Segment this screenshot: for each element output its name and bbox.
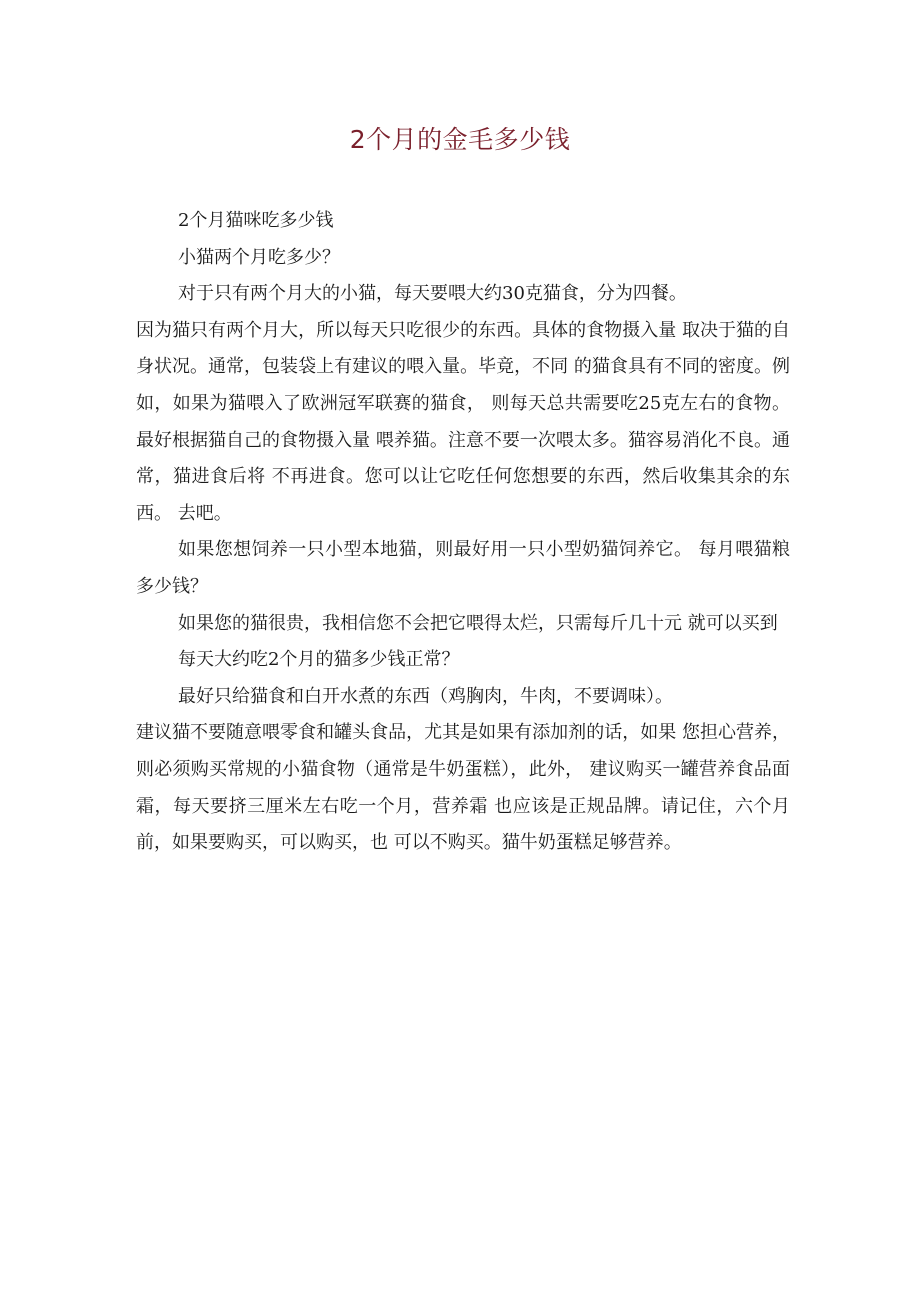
paragraph: 建议猫不要随意喂零食和罐头食品，尤其是如果有添加剂的话，如果 您担心营养，则必须购买常规的小猫食物（通常是牛奶蛋糕），此外， 建议购买一罐营养食品面霜，每天要挤三厘米左右吃一个月，营养霜 也应该是正规品牌。请记住，六个月前，如果要购买，可以购买，也 可以不购买。猫牛奶蛋糕足够营养。	[136, 722, 790, 854]
paragraph: 小猫两个月吃多少？	[178, 246, 340, 268]
paragraph: 最好只给猫食和白开水煮的东西（鸡胸肉，牛肉，不要调味）。	[178, 685, 673, 707]
paragraph: 如果您的猫很贵，我相信您不会把它喂得太烂，只需每斤几十元 就可以买到	[178, 612, 778, 634]
paragraph: 如果您想饲养一只小型本地猫，则最好用一只小型奶猫饲养它。 每月喂猫粮多少钱？	[136, 539, 790, 597]
paragraph: 2个月猫咪吃多少钱	[178, 210, 334, 231]
paragraph: 对于只有两个月大的小猫，每天要喂大约30克猫食，分为四餐。	[178, 283, 687, 305]
paragraph: 因为猫只有两个月大，所以每天只吃很少的东西。具体的食物摄入量 取决于猫的自身状况。通常，包装袋上有建议的喂入量。毕竟，不同 的猫食具有不同的密度。例如，如果为猫喂入了欧洲冠军联赛的猫食， 则每天总共需要吃25克左右的食物。最好根据猫自己的食物摄入量 喂养猫。注意不要一次喂太多。猫容易消化不良。通常，猫进食后将 不再进食。您可以让它吃任何您想要的东西，然后收集其余的东西。 去吧。	[136, 319, 790, 524]
document-body	[136, 203, 790, 862]
paragraph: 每天大约吃2个月的猫多少钱正常？	[178, 649, 460, 671]
document-title: 2个月的金毛多少钱	[349, 125, 571, 154]
